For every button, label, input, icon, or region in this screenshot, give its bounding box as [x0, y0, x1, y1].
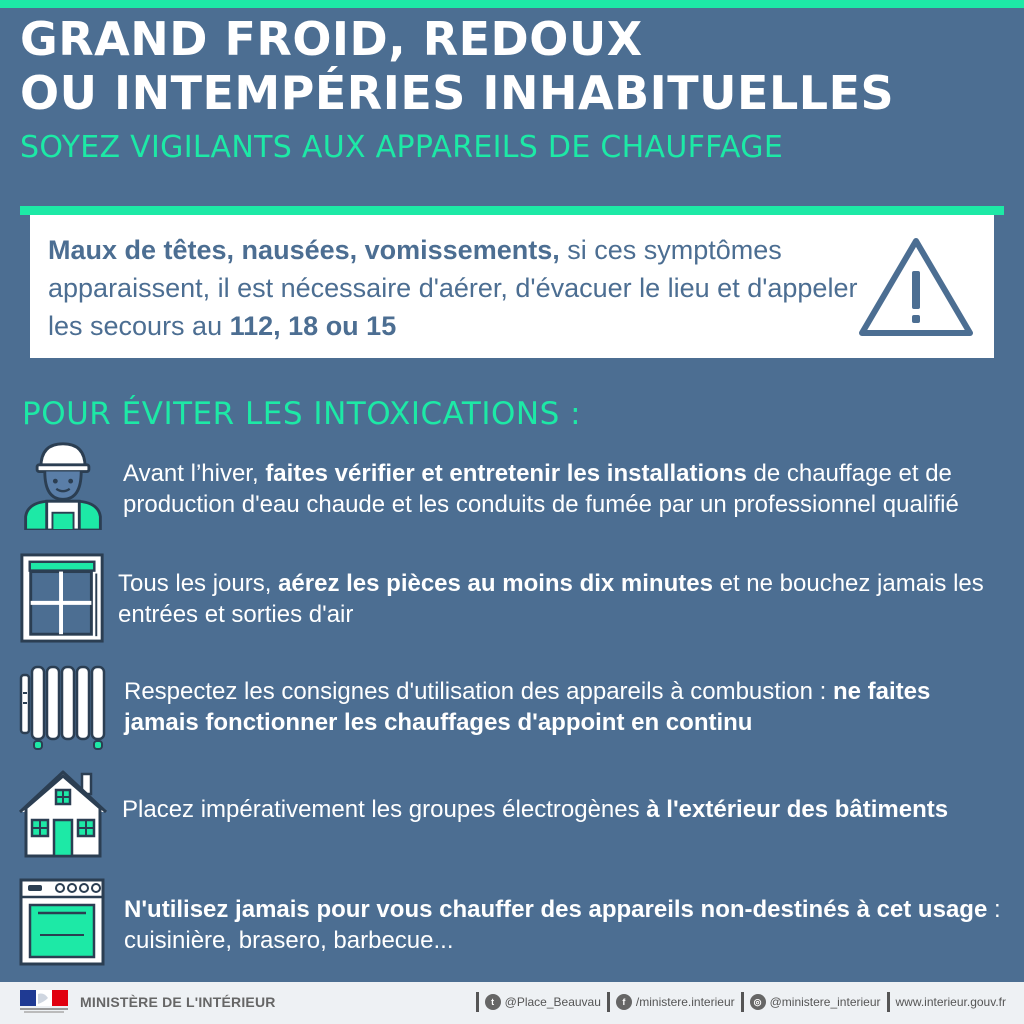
title-line-1: GRAND FROID, REDOUX — [20, 12, 643, 66]
alert-accent-line — [20, 206, 1004, 215]
radiator-icon — [18, 662, 108, 754]
warning-triangle-icon — [856, 233, 976, 343]
alert-box — [30, 215, 994, 358]
separator — [887, 992, 890, 1012]
tip-item-ventilation — [18, 552, 1008, 646]
technician-icon — [18, 438, 108, 530]
alert-text — [48, 231, 858, 345]
separator — [607, 992, 610, 1012]
facebook-icon[interactable]: f — [616, 994, 632, 1010]
tip-item-heaters — [18, 662, 1008, 752]
tip-item-appliances — [18, 876, 1008, 966]
separator — [741, 992, 744, 1012]
ministry-name: MINISTÈRE DE L'INTÉRIEUR — [80, 994, 276, 1010]
tip-text-appliances: N'utilisez jamais pour vous chauffer des appareils non-destinés à cet usage : cuisinière, brasero, barbecue... — [124, 896, 1001, 954]
twitter-icon[interactable]: t — [485, 994, 501, 1010]
website-link[interactable]: www.interieur.gouv.fr — [895, 995, 1006, 1009]
alert-instructions: si ces symptômes apparaissent, il est nécessaire d'aérer, d'évacuer le lieu et d'appeler les secours au — [48, 235, 858, 341]
tip-text-maintenance: Avant l’hiver, faites vérifier et entretenir les installations de chauffage et de production d'eau chaude et les conduits de fumée par un professionnel qualifié — [123, 460, 959, 518]
facebook-handle[interactable]: /ministere.interieur — [635, 995, 735, 1009]
header — [20, 12, 1010, 168]
alert-emergency-numbers: 112, 18 ou 15 — [229, 311, 397, 341]
stove-icon — [18, 876, 108, 968]
instagram-handle[interactable]: @ministere_interieur — [769, 995, 881, 1009]
tip-item-generators — [18, 768, 1008, 860]
twitter-handle[interactable]: @Place_Beauvau — [504, 995, 601, 1009]
tip-text-generators: Placez impérativement les groupes électrogènes à l'extérieur des bâtiments — [122, 796, 949, 823]
top-accent-bar — [0, 0, 1024, 8]
alert-symptoms: Maux de têtes, nausées, vomissements, — [48, 235, 560, 265]
house-icon — [18, 768, 108, 860]
footer — [0, 982, 1024, 1024]
instagram-icon[interactable]: ◎ — [750, 994, 766, 1010]
section-title: POUR ÉVITER LES INTOXICATIONS : — [22, 396, 582, 432]
subtitle: SOYEZ VIGILANTS AUX APPAREILS DE CHAUFFAGE — [20, 130, 784, 165]
tip-text-heaters: Respectez les consignes d'utilisation des appareils à combustion : ne faites jamais fonctionner les chauffages d'appoint en continu — [124, 678, 931, 736]
separator — [476, 992, 479, 1012]
tip-text-ventilation: Tous les jours, aérez les pièces au moins dix minutes et ne bouchez jamais les entrées et sorties d'air — [118, 570, 984, 628]
tip-item-maintenance — [18, 438, 1008, 534]
marianne-logo-icon — [20, 990, 70, 1014]
title-line-2: OU INTEMPÉRIES INHABITUELLES — [20, 66, 895, 120]
window-icon — [18, 552, 108, 644]
social-links — [470, 992, 1006, 1012]
